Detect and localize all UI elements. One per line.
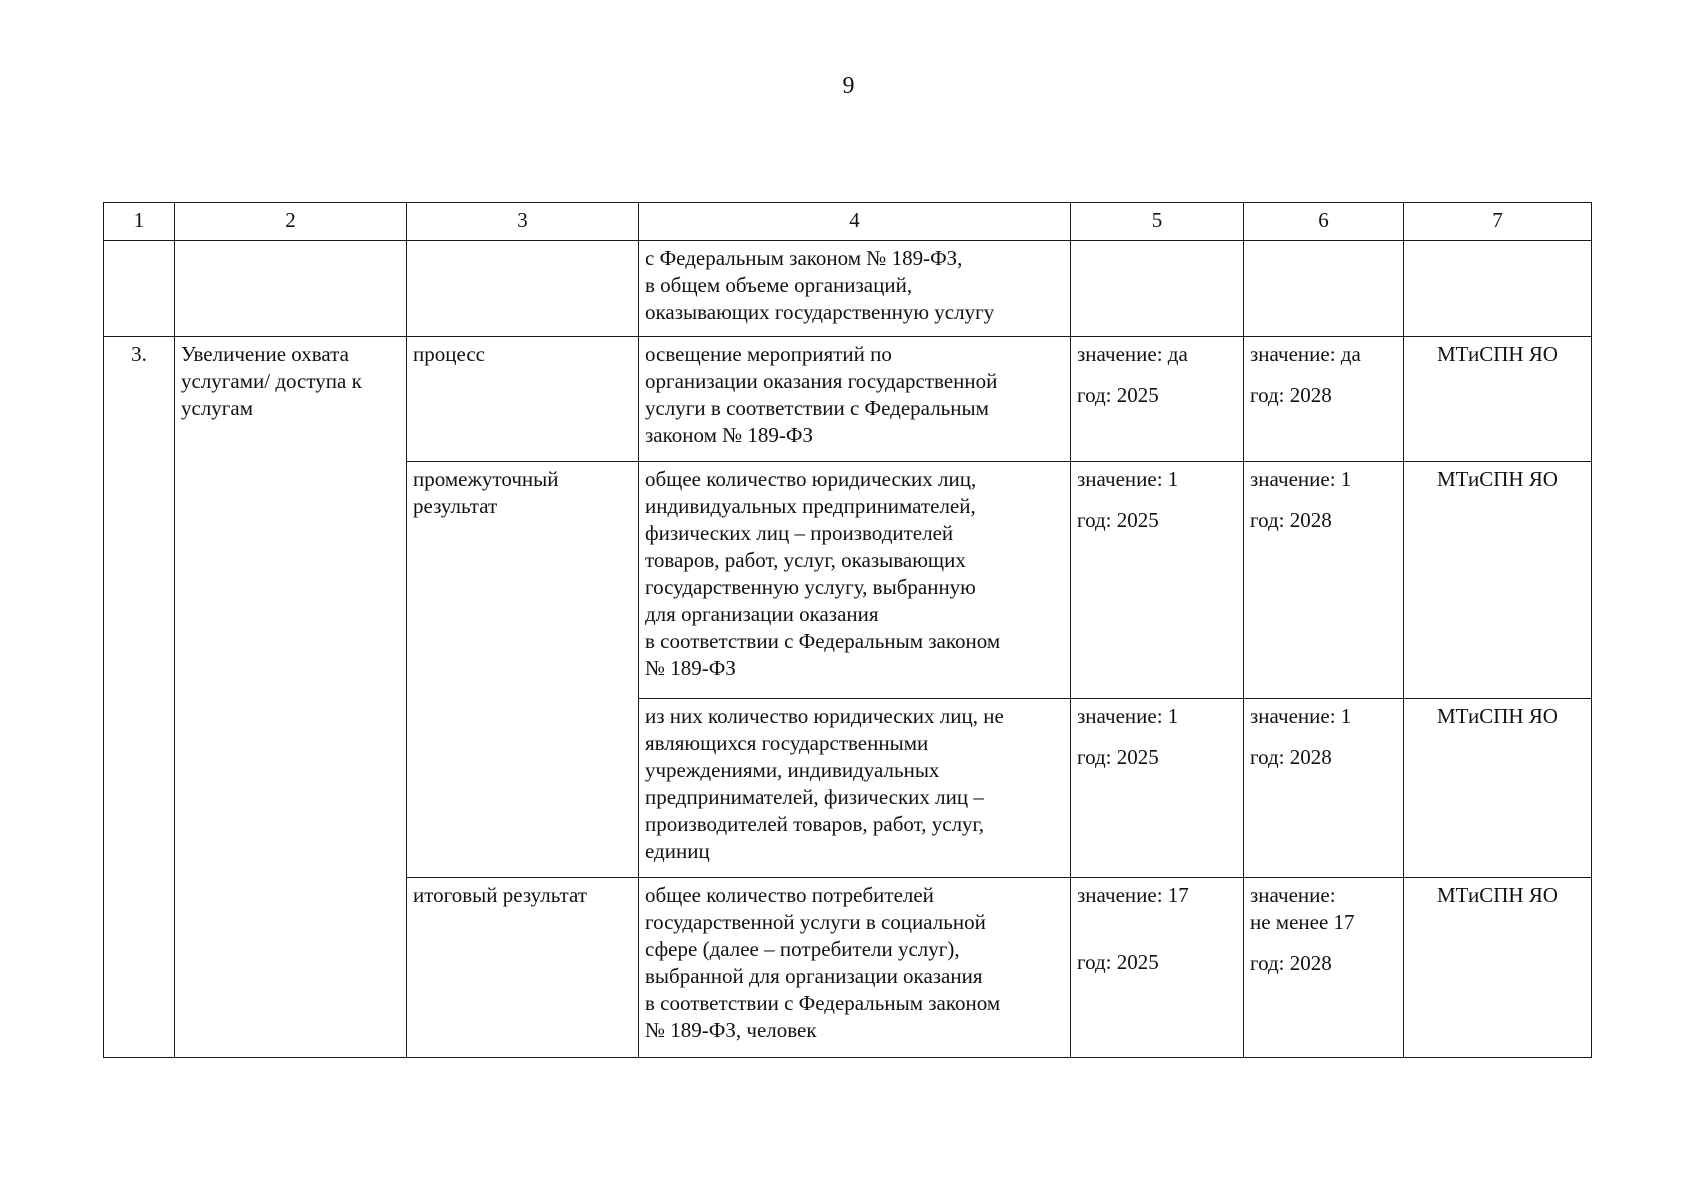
text-line: законом № 189-ФЗ bbox=[645, 423, 814, 447]
text-line: услугами/ доступа к bbox=[181, 369, 362, 393]
base-value: значение: 1 bbox=[1077, 704, 1179, 728]
base-value-cell bbox=[1071, 699, 1244, 878]
text-line: общее количество потребителей bbox=[645, 883, 934, 907]
text-line: индивидуальных предпринимателей, bbox=[645, 494, 976, 518]
target-year: год: 2028 bbox=[1250, 508, 1332, 532]
section-number: 3. bbox=[104, 337, 175, 1058]
text-line: № 189-ФЗ, человек bbox=[645, 1018, 817, 1042]
text-line: организации оказания государственной bbox=[645, 369, 998, 393]
result-type-cell bbox=[407, 337, 639, 462]
base-value: значение: 1 bbox=[1077, 467, 1179, 491]
text-line: промежуточный bbox=[413, 467, 559, 491]
target-year: год: 2028 bbox=[1250, 951, 1332, 975]
result-type-cell bbox=[407, 462, 639, 878]
text-line: сфере (далее – потребители услуг), bbox=[645, 937, 960, 961]
base-year: год: 2025 bbox=[1077, 745, 1159, 769]
indicator-cell bbox=[639, 462, 1071, 699]
base-value: значение: 17 bbox=[1077, 883, 1189, 907]
table-row bbox=[104, 337, 1592, 462]
base-value-cell bbox=[1071, 337, 1244, 462]
result-type-cell bbox=[407, 878, 639, 1058]
responsible-cell: МТиСПН ЯО bbox=[1404, 462, 1592, 699]
text-line: процесс bbox=[413, 342, 485, 366]
text-line: из них количество юридических лиц, не bbox=[645, 704, 1004, 728]
text-line: физических лиц – производителей bbox=[645, 521, 954, 545]
empty-cell bbox=[1404, 241, 1592, 337]
text-line: производителей товаров, работ, услуг, bbox=[645, 812, 985, 836]
base-year: год: 2025 bbox=[1077, 950, 1159, 974]
indicator-cell bbox=[639, 878, 1071, 1058]
target-year: год: 2028 bbox=[1250, 383, 1332, 407]
table-header-row bbox=[104, 203, 1592, 241]
responsible-cell: МТиСПН ЯО bbox=[1404, 337, 1592, 462]
text-line: освещение мероприятий по bbox=[645, 342, 892, 366]
text-line: № 189-ФЗ bbox=[645, 656, 736, 680]
target-value: значение: 1 bbox=[1250, 467, 1352, 491]
responsible-cell: МТиСПН ЯО bbox=[1404, 878, 1592, 1058]
text-line: в соответствии с Федеральным законом bbox=[645, 629, 1001, 653]
section-title bbox=[175, 337, 407, 1058]
target-value-cell bbox=[1244, 337, 1404, 462]
header-cell-5: 5 bbox=[1071, 203, 1244, 241]
text-line: с Федеральным законом № 189-ФЗ, bbox=[645, 246, 963, 270]
text-line: предпринимателей, физических лиц – bbox=[645, 785, 984, 809]
text-line: выбранной для организации оказания bbox=[645, 964, 983, 988]
empty-cell bbox=[407, 241, 639, 337]
text-line: государственную услугу, выбранную bbox=[645, 575, 976, 599]
base-year: год: 2025 bbox=[1077, 383, 1159, 407]
text-line: оказывающих государственную услугу bbox=[645, 300, 995, 324]
header-cell-3: 3 bbox=[407, 203, 639, 241]
text-line: товаров, работ, услуг, оказывающих bbox=[645, 548, 966, 572]
text-line: для организации оказания bbox=[645, 602, 879, 626]
header-cell-2: 2 bbox=[175, 203, 407, 241]
target-value: не менее 17 bbox=[1250, 910, 1355, 934]
header-cell-4: 4 bbox=[639, 203, 1071, 241]
base-year: год: 2025 bbox=[1077, 508, 1159, 532]
text-line: Увеличение охвата bbox=[181, 342, 349, 366]
text-line: результат bbox=[413, 494, 498, 518]
target-value: значение: да bbox=[1250, 342, 1361, 366]
target-year: год: 2028 bbox=[1250, 745, 1332, 769]
target-value-cell bbox=[1244, 878, 1404, 1058]
text-line: государственной услуги в социальной bbox=[645, 910, 986, 934]
text-line: являющихся государственными bbox=[645, 731, 929, 755]
text-line: услугам bbox=[181, 396, 254, 420]
page-number: 9 bbox=[842, 73, 855, 99]
base-value: значение: да bbox=[1077, 342, 1188, 366]
target-value-cell bbox=[1244, 462, 1404, 699]
empty-cell bbox=[175, 241, 407, 337]
text-line: услуги в соответствии с Федеральным bbox=[645, 396, 989, 420]
text-line: в общем объеме организаций, bbox=[645, 273, 913, 297]
text-line: в соответствии с Федеральным законом bbox=[645, 991, 1001, 1015]
header-cell-1: 1 bbox=[104, 203, 175, 241]
table-row-continuation bbox=[104, 241, 1592, 337]
text-line: итоговый результат bbox=[413, 883, 587, 907]
header-cell-6: 6 bbox=[1244, 203, 1404, 241]
empty-cell bbox=[1244, 241, 1404, 337]
target-value: значение: bbox=[1250, 883, 1336, 907]
responsible-cell: МТиСПН ЯО bbox=[1404, 699, 1592, 878]
header-cell-7: 7 bbox=[1404, 203, 1592, 241]
target-value-cell bbox=[1244, 699, 1404, 878]
base-value-cell bbox=[1071, 462, 1244, 699]
empty-cell bbox=[104, 241, 175, 337]
text-line: учреждениями, индивидуальных bbox=[645, 758, 940, 782]
text-line: единиц bbox=[645, 839, 710, 863]
indicator-cell bbox=[639, 699, 1071, 878]
indicators-table bbox=[103, 202, 1592, 1058]
empty-cell bbox=[1071, 241, 1244, 337]
indicator-cell bbox=[639, 337, 1071, 462]
indicator-cell bbox=[639, 241, 1071, 337]
target-value: значение: 1 bbox=[1250, 704, 1352, 728]
base-value-cell bbox=[1071, 878, 1244, 1058]
text-line: общее количество юридических лиц, bbox=[645, 467, 977, 491]
